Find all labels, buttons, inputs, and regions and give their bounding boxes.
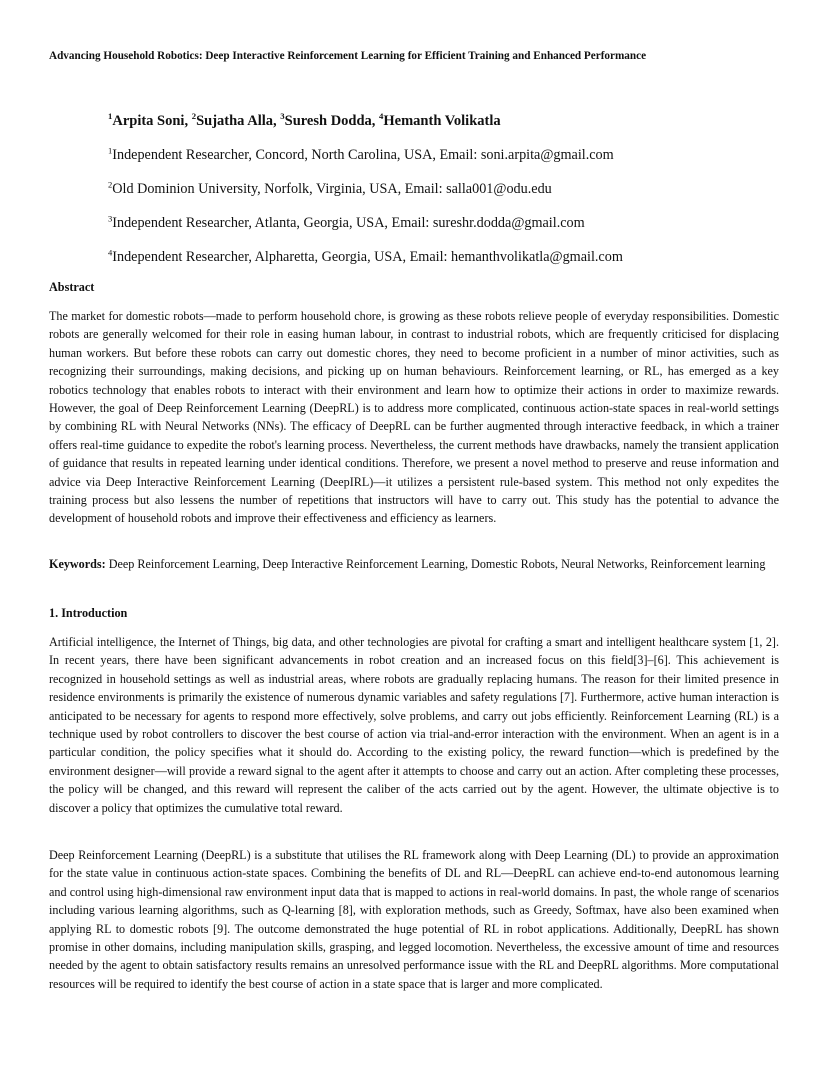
paper-title: Advancing Household Robotics: Deep Interactive Reinforcement Learning for Efficient Training and Enhanced Performance	[49, 50, 647, 62]
keywords	[49, 555, 779, 573]
author-index: 3	[280, 111, 285, 122]
affiliation	[108, 249, 623, 266]
affiliation-text: Independent Researcher, Alpharetta, Georgia, USA, Email: hemanthvolikatla@gmail.com	[112, 249, 623, 265]
introduction-paragraph-1: Artificial intelligence, the Internet of Things, big data, and other technologies are pivotal for crafting a smart and intelligent healthcare system [1, 2]. In recent years, there have been significant advancements in robot creation and an increased focus on this field[3]–[6]. This achievement is recognized in household settings as well as industrial areas, where robots are gradually replacing humans. The reason for their limited presence in residence environments is primarily the existence of numerous dynamic variables and safety regulations [7]. Furthermore, active human interaction is anticipated to be necessary for agents to respond more effectively, solve problems, and carry out jobs efficiently. Reinforcement Learning (RL) is a technique used by robot controllers to discover the best course of action via trial-and-error interaction with the environment. When an agent is in a particular condition, the policy specifies what it should do. According to the existing policy, the reward function—which is predefined by the environment designer—will provide a reward signal to the agent after it attempts to choose and carry out an action. After completing these processes, the policy will be changed, and this reward will represent the caliber of the acts carried out by the agent. However, the ultimate objective is to discover a policy that optimizes the cumulative total reward.	[49, 635, 779, 815]
affiliation-text: Old Dominion University, Norfolk, Virginia, USA, Email: salla001@odu.edu	[112, 181, 552, 197]
affiliation	[108, 215, 585, 232]
introduction-paragraph-2: Deep Reinforcement Learning (DeepRL) is a substitute that utilises the RL framework along with Deep Learning (DL) to provide an approximation for the state value in continuous action-state spaces. Combining the benefits of DL and RL—DeepRL can achieve end-to-end autonomous learning and control using high-dimensional raw environment input data that is mapped to actions in real-world domains. In past, the whole range of scenarios including various learning algorithms, such as Q-learning [8], with exploration methods, such as Greedy, Softmax, have also been examined when applying RL to domestic robots [9]. The outcome demonstrated the huge potential of RL in robot applications. Additionally, DeepRL has shown promise in other domains, including manipulation skills, grasping, and legged locomotion. Nevertheless, the excessive amount of time and resources needed by the agent to obtain satisfactory results remains an unresolved performance issue with the RL and DeepRL algorithms. More computational resources will be required to identify the best course of action in a state space that is larger and more complicated.	[49, 848, 779, 991]
keywords-label: Keywords:	[49, 557, 106, 571]
affiliation-index: 1	[108, 145, 113, 156]
author-name: Suresh Dodda,	[284, 113, 380, 129]
author-index: 2	[191, 111, 197, 122]
author	[280, 113, 379, 129]
affiliation-index: 4	[108, 247, 113, 258]
author-list	[108, 113, 501, 130]
author-name: Sujatha Alla,	[196, 113, 281, 129]
affiliation-index: 2	[108, 179, 113, 190]
abstract-heading: Abstract	[49, 280, 95, 294]
affiliation	[108, 147, 614, 164]
section-heading-introduction: 1. Introduction	[49, 606, 128, 620]
affiliation-text: Independent Researcher, Atlanta, Georgia, USA, Email: sureshr.dodda@gmail.com	[112, 215, 585, 231]
abstract-text: The market for domestic robots—made to perform household chore, is growing as these robots relieve people of everyday responsibilities. Domestic robots are generally welcomed for their role in easing human labour, in contrast to industrial robots, which are frequently criticised for displacing human workers. But before these robots can carry out domestic chores, they need to become proficient in a number of minor activities, such as recognizing their surroundings, making decisions, and picking up on human behaviours. Reinforcement learning, or RL, has emerged as a key robotics technology that enables robots to interact with their environment and learn how to optimize their actions in order to maximize rewards. However, the goal of Deep Reinforcement Learning (DeepRL) is to address more complicated, continuous action-state spaces in real-world settings by combining RL with Neural Networks (NNs). The efficacy of DeepRL can be further augmented through interactive feedback, in which a trainer offers real-time guidance to expedite the robot's learning process. Nevertheless, the current methods have drawbacks, namely the transient application of guidance that results in repeated learning under identical conditions. Therefore, we present a novel method to preserve and reuse information and advice via Deep Interactive Reinforcement Learning (DeepIRL)—it utilizes a persistent rule-based system. This method not only expedites the training process but also lessens the number of repetitions that instructors will have to carry out. This study has the potential to advance the development of household robots and improve their effectiveness and efficiency as learners.	[49, 309, 779, 526]
author	[379, 113, 501, 129]
author-index: 4	[379, 111, 384, 122]
author	[108, 113, 192, 129]
author-index: 1	[108, 111, 113, 122]
author	[192, 113, 281, 129]
affiliation-index: 3	[108, 213, 113, 224]
affiliation-text: Independent Researcher, Concord, North Carolina, USA, Email: soni.arpita@gmail.com	[112, 147, 614, 163]
keywords-text: Deep Reinforcement Learning, Deep Interactive Reinforcement Learning, Domestic Robots, Neural Networks, Reinforcement learning	[105, 557, 766, 571]
author-name: Arpita Soni,	[112, 113, 192, 129]
affiliation	[108, 181, 552, 198]
author-name: Hemanth Volikatla	[383, 113, 501, 129]
